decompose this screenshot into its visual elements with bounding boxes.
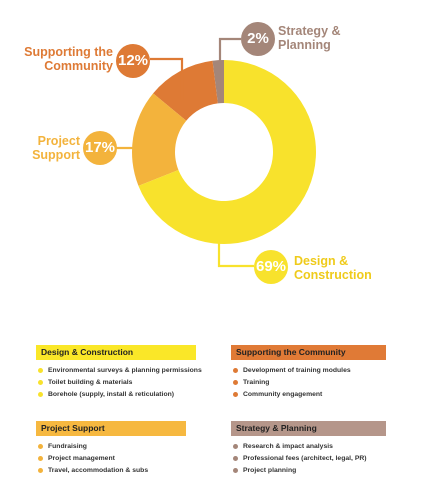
legend-project-item [36,441,186,453]
bullet-icon [38,380,43,385]
legend-item-text: Development of training modules [243,367,351,374]
strategy-callout-line2: Planning [278,38,331,52]
community-callout-label [10,45,113,73]
bullet-icon [233,368,238,373]
legend-item-text: Toilet building & materials [48,379,133,386]
legend-community-title: Supporting the Community [231,345,386,360]
strategy-callout-label [278,24,341,52]
bullet-icon [233,456,238,461]
legend-project-title: Project Support [36,421,186,436]
bullet-icon [38,456,43,461]
design-callout-line1: Design & [294,254,349,268]
legend-community-item [231,389,386,401]
project-callout-line2: Support [32,148,80,162]
legend-strategy-item [231,453,386,465]
bullet-icon [38,468,43,473]
legend-design-item [36,377,196,389]
legend-item-text: Borehole (supply, install & reticulation) [48,391,175,398]
bullet-icon [233,392,238,397]
legend-strategy-title: Strategy & Planning [231,421,386,436]
legend-item-text: Training [243,379,270,386]
legend-item-text: Environmental surveys & planning permissions [48,367,202,374]
strategy-callout-line1: Strategy & [278,24,341,38]
community-callout-line1: Supporting the [24,45,113,59]
legend-strategy [231,421,386,477]
legend-strategy-item [231,465,386,477]
legend-design-item [36,389,196,401]
community-percent-badge: 12% [116,44,150,78]
design-percent-badge: 69% [254,250,288,284]
project-callout-label [10,134,80,162]
legend-design-title: Design & Construction [36,345,196,360]
legend-item-text: Project planning [243,467,297,474]
legend-community [231,345,386,401]
bullet-icon [38,444,43,449]
legend-strategy-item [231,441,386,453]
legend-item-text: Project management [48,455,115,462]
legend-design-item [36,365,202,377]
project-callout-line1: Project [37,134,80,148]
legend-item-text: Research & impact analysis [243,443,333,450]
bullet-icon [38,368,43,373]
legend-item-text: Travel, accommodation & subs [48,467,149,474]
bullet-icon [233,444,238,449]
legend-item-text: Fundraising [48,443,87,450]
legend-project [36,421,186,477]
bullet-icon [233,468,238,473]
design-callout-label [294,254,372,282]
donut-slices [132,60,316,244]
bullet-icon [233,380,238,385]
project-percent-badge: 17% [83,131,117,165]
community-callout-line2: Community [44,59,113,73]
legend-community-item [231,377,386,389]
design-callout-line2: Construction [294,268,372,282]
legend-project-item [36,453,186,465]
legend-project-item [36,465,186,477]
legend-item-text: Community engagement [243,391,323,398]
strategy-percent-badge: 2% [241,22,275,56]
legend-community-item [231,365,386,377]
bullet-icon [38,392,43,397]
legend-design [36,345,202,401]
legend-item-text: Professional fees (architect, legal, PR) [243,455,367,462]
